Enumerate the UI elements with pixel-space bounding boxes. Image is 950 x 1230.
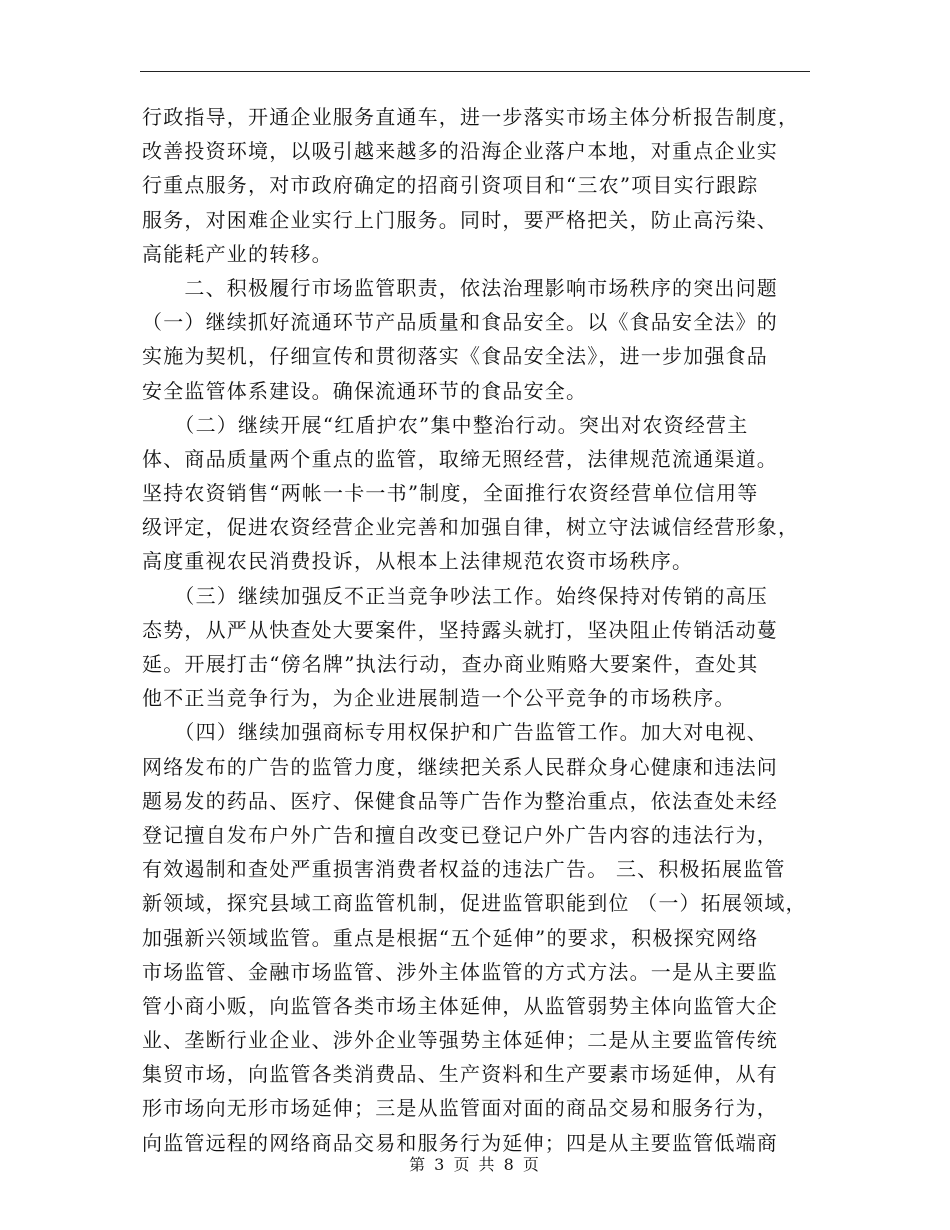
text-line: 登记擅自发布户外广告和擅自改变已登记户外广告内容的违法行为，: [142, 822, 778, 847]
text-line: 延。开展打击“傍名牌”执法行动，查办商业贿赂大要案件，查处其: [142, 652, 759, 676]
text-line: 集贸市场，向监管各类消费品、生产资料和生产要素市场延伸，从有: [142, 1062, 778, 1087]
text-line: 行政指导，开通企业服务直通车，进一步落实市场主体分析报告制度，: [142, 105, 800, 129]
text-line: （一）继续抓好流通环节产品质量和食品安全。以《食品安全法》的: [142, 310, 778, 335]
text-line: 他不正当竞争行为，为企业进展制造一个公平竞争的市场秩序。: [142, 686, 736, 711]
text-line: 新领域，探究县域工商监管机制，促进监管职能到位 （一）拓展领域，: [142, 891, 807, 916]
text-line: 题易发的药品、医疗、保健食品等广告作为整治重点，依法查处未经: [142, 788, 778, 813]
text-line: 实施为契机，仔细宣传和贯彻落实《食品安全法》，进一步加强食品: [142, 344, 768, 369]
text-line: 业、垄断行业企业、涉外企业等强势主体延伸；二是从主要监管传统: [142, 1028, 778, 1053]
text-line: 坚持农资销售“两帐一卡一书”制度，全面推行农资经营单位信用等: [142, 481, 759, 506]
section-heading: 二、积极履行市场监管职责，依法治理影响市场秩序的突出问题: [142, 275, 778, 300]
text-line: 网络发布的广告的监管力度，继续把关系人民群众身心健康和违法问: [142, 754, 778, 779]
text-line: 加强新兴领域监管。重点是根据“五个延伸”的要求，积极探究网络: [142, 925, 759, 950]
text-line: （三）继续加强反不正当竞争吵法工作。始终保持对传销的高压: [142, 583, 768, 608]
text-line: 服务，对困难企业实行上门服务。同时，要严格把关，防止高污染、: [142, 207, 778, 232]
text-line: 态势，从严从快查处大要案件，坚持露头就打，坚决阻止传销活动蔓: [142, 617, 778, 642]
text-line: 高能耗产业的转移。: [142, 241, 333, 266]
text-line: 级评定，促进农资经营企业完善和加强自律，树立守法诚信经营形象，: [142, 515, 800, 540]
text-line: 改善投资环境，以吸引越来越多的沿海企业落户本地，对重点企业实: [142, 139, 778, 164]
text-line: 体、商品质量两个重点的监管，取缔无照经营，法律规范流通渠道。: [142, 446, 778, 471]
page-number: 第 3 页 共 8 页: [409, 1155, 541, 1174]
text-line: 向监管远程的网络商品交易和服务行为延伸；四是从主要监管低端商: [142, 1130, 778, 1155]
text-line: 市场监管、金融市场监管、涉外主体监管的方式方法。一是从主要监: [142, 959, 778, 984]
text-line: 形市场向无形市场延伸；三是从监管面对面的商品交易和服务行为，: [142, 1096, 778, 1121]
text-line: 行重点服务，对市政府确定的招商引资项目和“三农”项目实行跟踪: [142, 173, 759, 198]
text-line: 有效遏制和查处严重损害消费者权益的违法广告。 三、积极拓展监管: [142, 857, 786, 882]
text-line: 高度重视农民消费投诉，从根本上法律规范农资市场秩序。: [142, 549, 694, 574]
text-line: 安全监管体系建设。确保流通环节的食品安全。: [142, 378, 588, 403]
text-line: （四）继续加强商标专用权保护和广告监管工作。加大对电视、: [142, 720, 768, 745]
header-rule: [140, 71, 810, 72]
text-line: （二）继续开展“红盾护农”集中整治行动。突出对农资经营主: [142, 412, 749, 437]
text-line: 管小商小贩，向监管各类市场主体延伸，从监管弱势主体向监管大企: [142, 993, 778, 1018]
document-body: [142, 100, 814, 1160]
